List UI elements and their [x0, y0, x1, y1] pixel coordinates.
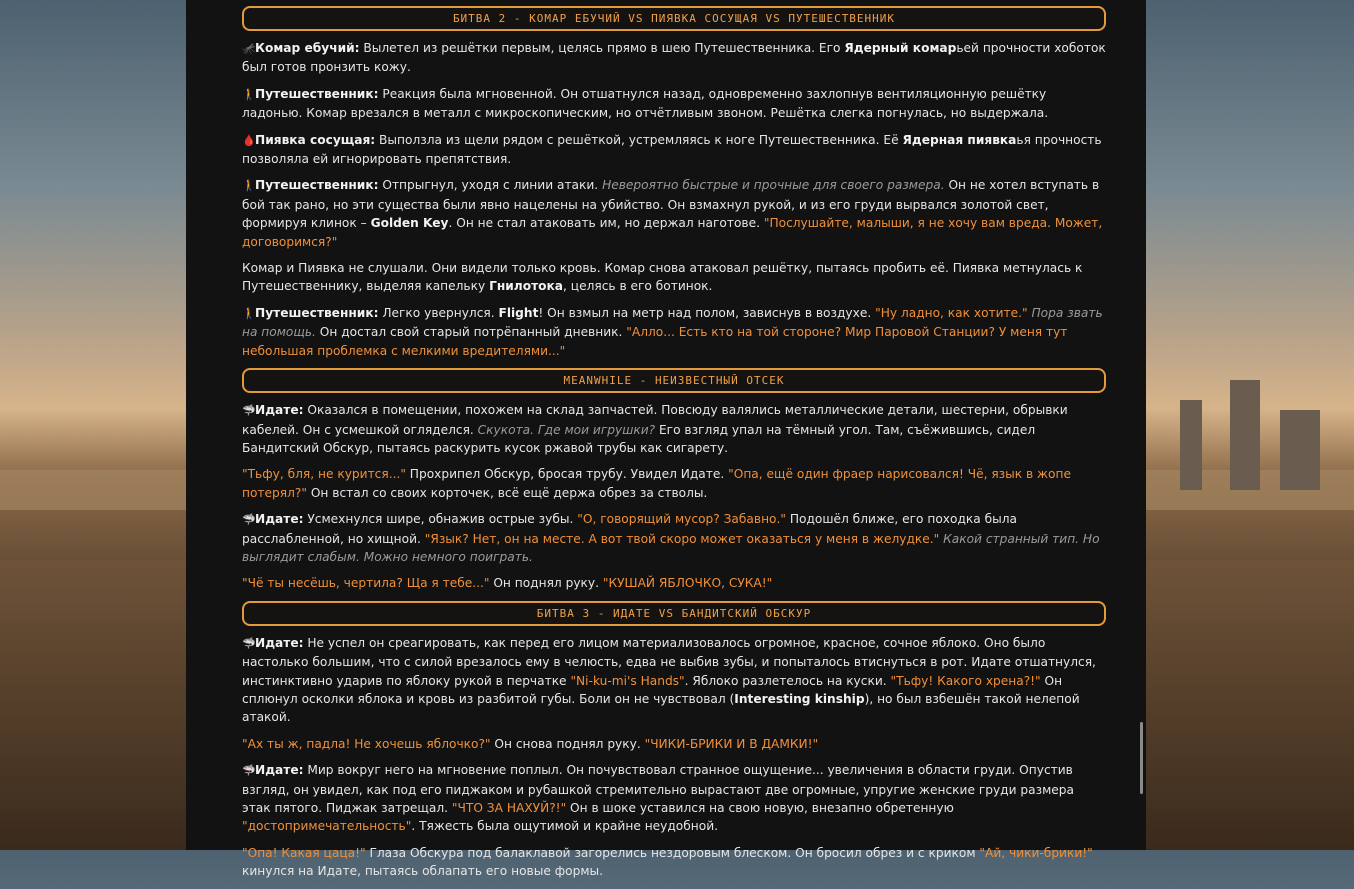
story-paragraph: 🦈Идате: Не успел он среагировать, как перед его лицом материализовалось огромное, красное, сочное яблоко. Оно было настолько большим, что с силой врезалось ему в челюсть, едва не выбив зубы, и попыталось втиснуться в рот. Идате отшатнулся, инстинктивно ударив по яблоку рукой в перчатке "Ni-ku-mi's Hands". Яблоко разлетелось на куски. "Тьфу! Какого хрена?!" Он сплюнул осколки яблока и кровь из разбитой губы. Боли он не чувствовал (Interesting kinship), но был взбешён такой нелепой атакой. [242, 635, 1096, 725]
story-content [242, 6, 1106, 889]
story-paragraph: 🦟Комар ебучий: Вылетел из решётки первым, целясь прямо в шею Путешественника. Его Ядерный комарьей прочности хоботок был готов пронзить кожу. [242, 41, 1106, 75]
bg-rock-spire [1230, 380, 1260, 490]
traveler-icon: 🚶 [242, 87, 256, 101]
shark-icon: 🦈 [242, 513, 256, 527]
shark-icon: 🦈 [242, 636, 256, 650]
shark-icon: 🦈 [242, 764, 256, 778]
chat-panel [186, 0, 1146, 879]
story-paragraph: "Опа! Какая цаца!" Глаза Обскура под балаклавой загорелись нездоровым блеском. Он бросил обрез и с криком "Ай, чики-брики!" кинулся на Идате, пытаясь облапать его новые формы. [242, 845, 1093, 879]
story-paragraph: 🚶Путешественник: Легко увернулся. Flight! Он взмыл на метр над полом, зависнув в воздухе. "Ну ладно, как хотите." Пора звать на помощь. Он достал свой старый потрёпанный дневник. "Алло... Есть кто на той стороне? Мир Паровой Станции? У меня тут небольшая проблемка с мелкими вредителями..." [242, 305, 1103, 358]
story-paragraph: 🚶Путешественник: Реакция была мгновенной. Он отшатнулся назад, одновременно захлопнув вентиляционную решётку ладонью. Комар врезался в металл с микроскопическим, но отчётливым звоном. Решётка слегка погнулась, но выдержала. [242, 86, 1049, 121]
bg-rock-spire [1180, 400, 1202, 490]
story-paragraph: 🚶Путешественник: Отпрыгнул, уходя с линии атаки. Невероятно быстрые и прочные для своего размера. Он не хотел вступать в бой так рано, но эти существа были явно нацелены на убийство. Он взмахнул рукой, и из его груди вырвался золотой свет, формируя клинок – Golden Key. Он не стал атаковать им, но держал наготове. "Послушайте, малыши, я не хочу вам вреда. Может, договоримся?" [242, 178, 1103, 249]
story-paragraph: 🩸Пиявка сосущая: Выползла из щели рядом с решёткой, устремляясь к ноге Путешественника. Её Ядерная пиявкаья прочность позволяла ей игнорировать препятствия. [242, 132, 1102, 167]
story-paragraph: 🦈Идате: Оказался в помещении, похожем на склад запчастей. Повсюду валялись металлические детали, шестерни, обрывки кабелей. Он с усмешкой огляделся. Скукота. Где мои игрушки? Его взгляд упал на тёмный угол. Там, съёжившись, сидел Бандитский Обскур, пытаясь раскурить кусок ржавой трубы как сигарету. [242, 403, 1068, 455]
story-paragraph: 🦈Идате: Усмехнулся шире, обнажив острые зубы. "О, говорящий мусор? Забавно." Подошёл ближе, его походка была расслабленной, но хищной. "Язык? Нет, он на месте. А вот твой скоро может оказаться у меня в желудке." Какой странный тип. Но выглядит слабым. Можно немного поиграть. [242, 512, 1100, 564]
shark-icon: 🦈 [242, 404, 256, 418]
mosquito-icon: 🦟 [242, 42, 256, 55]
section-header-battle-3: БИТВА 3 - ИДАТЕ VS БАНДИТСКИЙ ОБСКУР [242, 601, 1106, 626]
story-paragraph: Комар и Пиявка не слушали. Они видели только кровь. Комар снова атаковал решётку, пытаясь пробить её. Пиявка метнулась к Путешественнику, выделяя капельку Гнилотока, целясь в его ботинок. [242, 261, 1083, 294]
story-paragraph: "Ах ты ж, падла! Не хочешь яблочко?" Он снова поднял руку. "ЧИКИ-БРИКИ И В ДАМКИ!" [242, 736, 819, 751]
story-paragraph: "Тьфу, бля, не курится..." Прохрипел Обскур, бросая трубу. Увидел Идате. "Опа, ещё один фраер нарисовался! Чё, язык в жопе потерял?" Он встал со своих корточек, всё ещё держа обрез за стволы. [242, 467, 1071, 500]
section-header-meanwhile: MEANWHILE - НЕИЗВЕСТНЫЙ ОТСЕК [242, 368, 1106, 393]
story-paragraph: 🦈Идате: Мир вокруг него на мгновение поплыл. Он почувствовал странное ощущение... увеличения в области груди. Опустив взгляд, он увидел, как под его пиджаком и рубашкой стремительно вырастают две огромные, упругие женские груди размера этак пятого. Пиджак затрещал. "ЧТО ЗА НАХУЙ?!" Он в шоке уставился на свою новую, внезапно обретенную "достопримечательность". Тяжесть была ощутимой и крайне неудобной. [242, 763, 1074, 834]
story-paragraph: "Чё ты несёшь, чертила? Ща я тебе..." Он поднял руку. "КУШАЙ ЯБЛОЧКО, СУКА!" [242, 576, 773, 591]
scrollbar-thumb[interactable] [1140, 722, 1143, 794]
section-header-battle-2: БИТВА 2 - КОМАР ЕБУЧИЙ VS ПИЯВКА СОСУЩАЯ VS ПУТЕШЕСТВЕННИК [242, 6, 1106, 31]
traveler-icon: 🚶 [242, 179, 256, 193]
traveler-icon: 🚶 [242, 306, 256, 320]
blood-drop-icon: 🩸 [242, 133, 256, 147]
bg-rock-spire [1280, 410, 1320, 490]
